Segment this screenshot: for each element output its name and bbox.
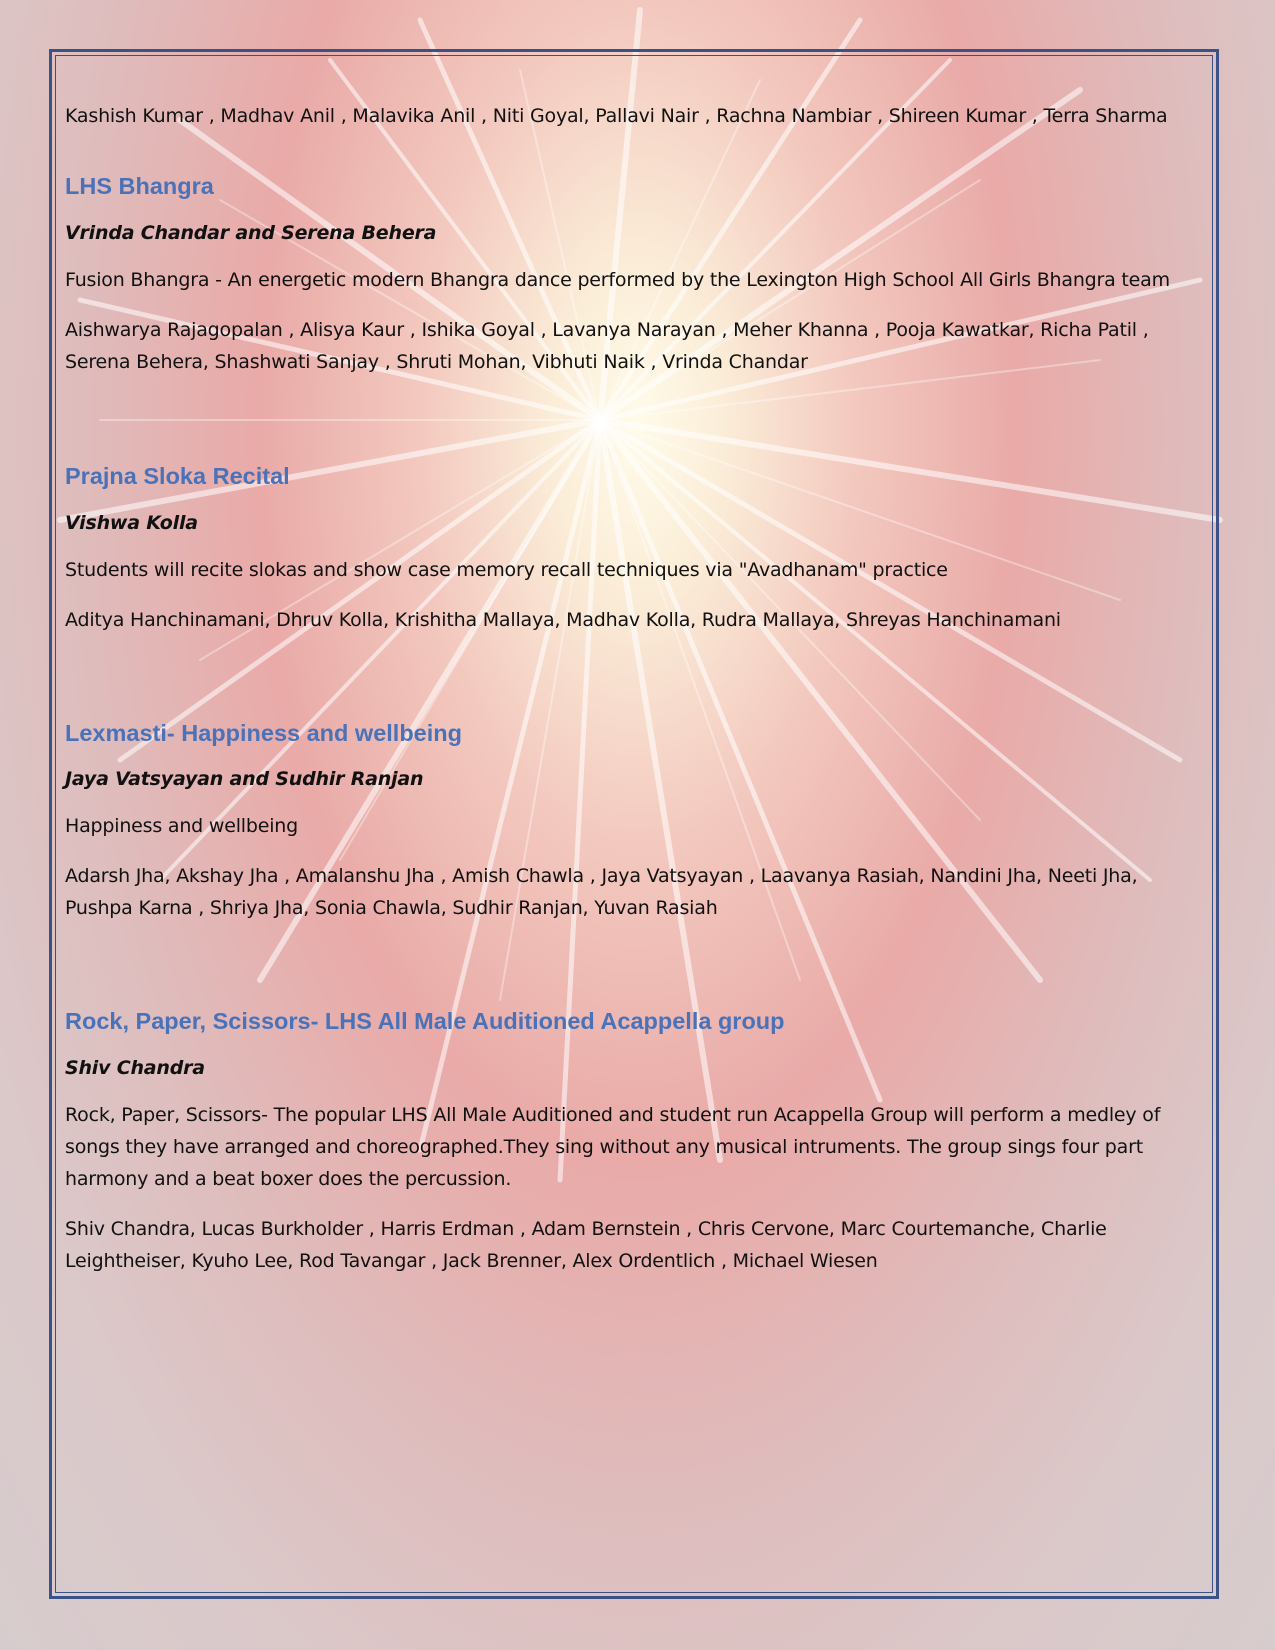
- section-director: Jaya Vatsyayan and Sudhir Ranjan: [65, 768, 424, 790]
- section-director: Vrinda Chandar and Serena Behera: [65, 222, 437, 244]
- section-description: Rock, Paper, Scissors- The popular LHS All Male Auditioned and student run Acappella Group will perform a medley of: [65, 1104, 1161, 1126]
- section-director: Shiv Chandra: [65, 1057, 205, 1079]
- members-list: Leightheiser, Kyuho Lee, Rod Tavangar , Jack Brenner, Alex Ordentlich , Michael Wiesen: [65, 1250, 878, 1272]
- members-list: Aditya Hanchinamani, Dhruv Kolla, Krishitha Mallaya, Madhav Kolla, Rudra Mallaya, Shreyas Hanchinamani: [65, 609, 1061, 631]
- section-description: harmony and a beat boxer does the percussion.: [65, 1168, 512, 1190]
- section-description: songs they have arranged and choreographed.They sing without any musical intruments. The group sings four part: [65, 1136, 1143, 1158]
- members-list: Aishwarya Rajagopalan , Alisya Kaur , Ishika Goyal , Lavanya Narayan , Meher Khanna , Pooja Kawatkar, Richa Patil ,: [65, 319, 1149, 341]
- members-list: Shiv Chandra, Lucas Burkholder , Harris Erdman , Adam Bernstein , Chris Cervone, Marc Courtemanche, Charlie: [65, 1218, 1107, 1240]
- section-title: Rock, Paper, Scissors- LHS All Male Auditioned Acappella group: [65, 1008, 785, 1034]
- members-list: Kashish Kumar , Madhav Anil , Malavika Anil , Niti Goyal, Pallavi Nair , Rachna Nambiar , Shireen Kumar , Terra Sharma: [65, 105, 1168, 127]
- section-lhs-bhangra: [65, 170, 1185, 378]
- members-list: Adarsh Jha, Akshay Jha , Amalanshu Jha , Amish Chawla , Jaya Vatsyayan , Laavanya Rasiah, Nandini Jha, Neeti Jha,: [65, 865, 1138, 887]
- section-description: Happiness and wellbeing: [65, 815, 299, 837]
- previous-section-tail: [65, 100, 1185, 132]
- section-title: Prajna Sloka Recital: [65, 463, 290, 489]
- section-title: LHS Bhangra: [65, 173, 214, 199]
- section-lexmasti: [65, 717, 1185, 924]
- section-prajna-sloka-recital: [65, 460, 1185, 636]
- section-rock-paper-scissors: [65, 1005, 1185, 1277]
- members-list: Pushpa Karna , Shriya Jha, Sonia Chawla, Sudhir Ranjan, Yuvan Rasiah: [65, 897, 718, 919]
- section-description: Students will recite slokas and show case memory recall techniques via "Avadhanam" practice: [65, 559, 948, 581]
- members-list: Serena Behera, Shashwati Sanjay , Shruti Mohan, Vibhuti Naik , Vrinda Chandar: [65, 351, 808, 373]
- section-description: Fusion Bhangra - An energetic modern Bhangra dance performed by the Lexington High School All Girls Bhangra team: [65, 269, 1170, 291]
- section-director: Vishwa Kolla: [65, 512, 198, 534]
- section-title: Lexmasti- Happiness and wellbeing: [65, 720, 462, 746]
